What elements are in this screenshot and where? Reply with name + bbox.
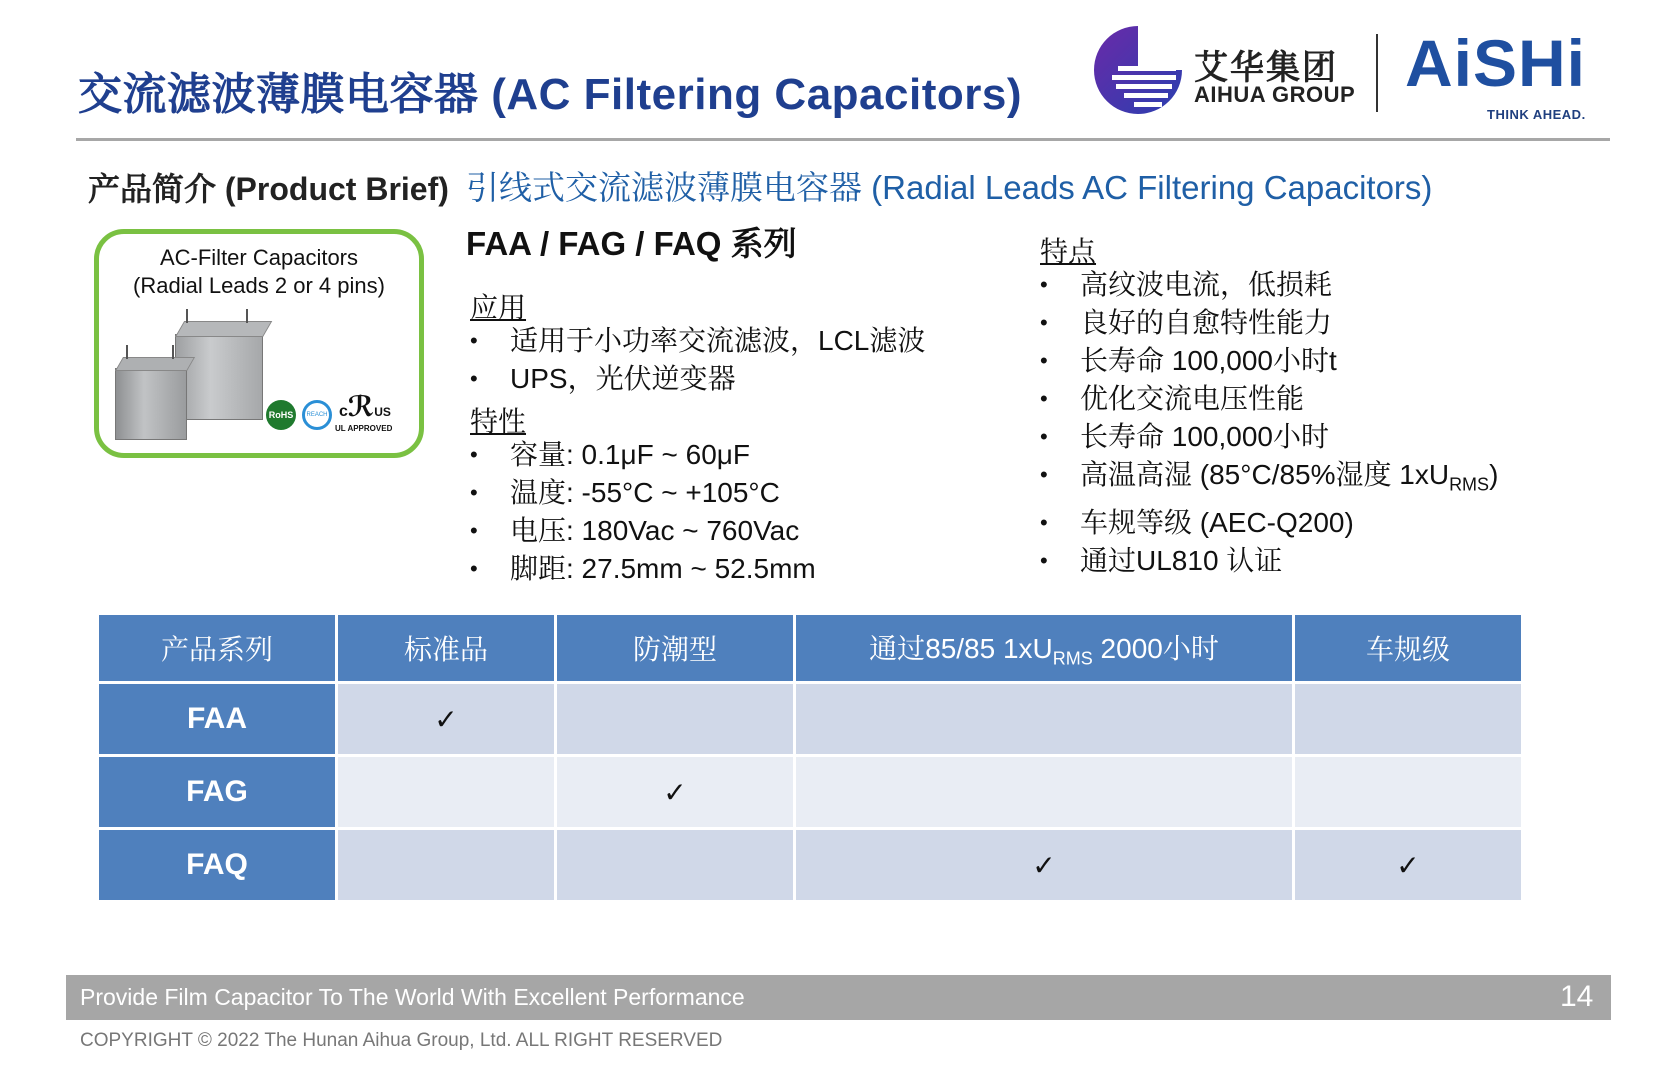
applications-heading: 应用: [470, 292, 527, 323]
header-8585-text: 通过85/85 1xU: [869, 632, 1053, 664]
features-heading: 特点: [1040, 236, 1097, 267]
copyright-notice: COPYRIGHT © 2022 The Hunan Aihua Group, Ltd. ALL RIGHT RESERVED: [80, 1030, 723, 1051]
list-item: • 脚距: 27.5mm ~ 52.5mm: [470, 550, 816, 588]
caption-line-2: (Radial Leads 2 or 4 pins): [133, 273, 385, 298]
logo-divider: [1376, 34, 1378, 112]
footer-tagline: Provide Film Capacitor To The World With Excellent Performance: [80, 984, 745, 1010]
product-image-box: [94, 229, 424, 458]
list-item: • 适用于小功率交流滤波，LCL滤波: [470, 322, 925, 360]
cell-standard: [338, 830, 554, 900]
title-divider: [76, 138, 1610, 141]
list-item: • 通过UL810 认证: [1040, 542, 1498, 580]
table-header-8585: [796, 615, 1292, 681]
row-series-name: FAG: [99, 757, 335, 827]
applications-list: [470, 322, 925, 398]
features-list: [1040, 266, 1498, 580]
rms-subscript: RMS: [1449, 474, 1490, 495]
list-item: [1040, 456, 1498, 504]
aishi-logo: AiSHi: [1405, 26, 1587, 100]
table-row: [99, 684, 1521, 754]
cell-automotive: [1295, 757, 1521, 827]
ul-logo-icon: cℛUS: [339, 391, 391, 422]
header-rms-subscript: RMS: [1052, 648, 1093, 669]
ul-us-mark: US: [374, 405, 391, 419]
header-8585-suffix: 2000小时: [1092, 632, 1219, 664]
page-number: 14: [1560, 980, 1594, 1013]
feature-close-paren: ): [1489, 459, 1499, 490]
cell-moisture: [557, 830, 793, 900]
list-item: • 电压: 180Vac ~ 760Vac: [470, 512, 816, 550]
characteristics-list: [470, 436, 816, 588]
list-item: • 车规等级 (AEC-Q200): [1040, 504, 1498, 542]
rohs-badge-icon: RoHS: [266, 400, 296, 430]
list-item: • 长寿命 100,000小时t: [1040, 342, 1498, 380]
brief-label: 产品简介 (Product Brief): [88, 171, 449, 207]
cell-8585: [796, 757, 1292, 827]
cell-moisture: [557, 684, 793, 754]
series-title: FAA / FAG / FAQ 系列: [466, 225, 797, 262]
list-item: • UPS，光伏逆变器: [470, 360, 925, 398]
aihua-emblem-icon: [1090, 22, 1186, 118]
table-row: [99, 757, 1521, 827]
cell-standard: ✓: [338, 684, 554, 754]
cell-moisture: ✓: [557, 757, 793, 827]
caption-line-1: AC-Filter Capacitors: [159, 245, 359, 270]
product-series-table: [96, 612, 1524, 903]
cell-8585: ✓: [796, 830, 1292, 900]
company-logos: [1090, 18, 1610, 128]
ul-approved-label: UL APPROVED: [335, 424, 393, 433]
list-item: • 良好的自愈特性能力: [1040, 304, 1498, 342]
table-header-automotive: 车规级: [1295, 615, 1521, 681]
list-item: • 高纹波电流，低损耗: [1040, 266, 1498, 304]
table-header-standard: 标准品: [338, 615, 554, 681]
reach-badge-icon: REACH: [302, 400, 332, 430]
list-item: • 温度: -55°C ~ +105°C: [470, 474, 816, 512]
table-header-series: 产品系列: [99, 615, 335, 681]
cell-automotive: [1295, 684, 1521, 754]
list-item: • 长寿命 100,000小时: [1040, 418, 1498, 456]
aihua-logo-cn: 艾华集团: [1194, 49, 1338, 87]
list-item: • 容量: 0.1μF ~ 60μF: [470, 436, 816, 474]
row-series-name: FAA: [99, 684, 335, 754]
product-image-caption: [99, 244, 419, 300]
characteristics-heading: 特性: [470, 406, 527, 437]
brief-subtitle: 引线式交流滤波薄膜电容器 (Radial Leads AC Filtering Capacitors): [466, 169, 1433, 206]
capacitor-small-image: [115, 368, 187, 440]
capacitor-large-image: [175, 334, 263, 420]
cell-automotive: ✓: [1295, 830, 1521, 900]
ul-c-mark: c: [339, 403, 348, 420]
cell-8585: [796, 684, 1292, 754]
aishi-tagline: THINK AHEAD.: [1487, 107, 1586, 122]
feature-text: 高温高湿 (85°C/85%湿度 1xU: [1080, 459, 1450, 490]
aihua-logo-en: AIHUA GROUP: [1194, 82, 1356, 107]
page-title: 交流滤波薄膜电容器 (AC Filtering Capacitors): [78, 70, 1022, 119]
cell-standard: [338, 757, 554, 827]
table-row: [99, 830, 1521, 900]
table-header-moisture: 防潮型: [557, 615, 793, 681]
list-item: • 优化交流电压性能: [1040, 380, 1498, 418]
row-series-name: FAQ: [99, 830, 335, 900]
